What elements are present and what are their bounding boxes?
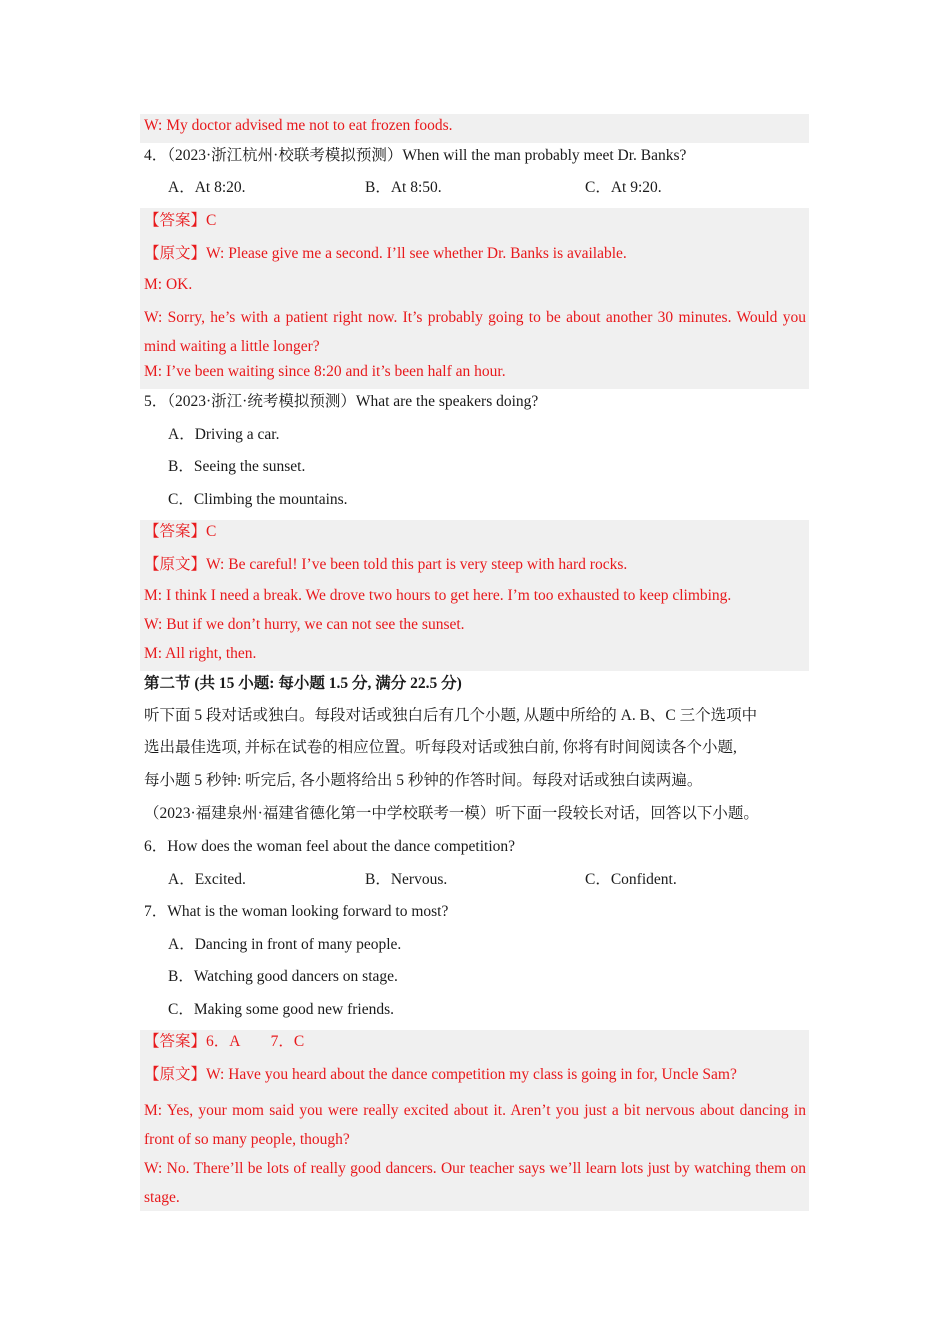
section-heading: 第二节 (共 15 小题: 每小题 1.5 分, 满分 22.5 分): [144, 675, 462, 692]
transcript-line: 【原文】W: Please give me a second. I’ll see whether Dr. Banks is available.: [144, 245, 627, 262]
question-5: 5．（2023·浙江·统考模拟预测）What are the speakers doing?: [144, 393, 539, 410]
q6-option-c: C．Confident.: [585, 871, 677, 888]
source-line: （2023·福建泉州·福建省德化第一中学校联考一模）听下面一段较长对话，回答以下小题。: [144, 805, 759, 822]
instruction-line: 选出最佳选项, 并标在试卷的相应位置。听每段对话或独白前, 你将有时间阅读各个小题,: [144, 739, 737, 756]
q6-option-a: A．Excited.: [168, 871, 246, 888]
instruction-line: 听下面 5 段对话或独白。每段对话或独白后有几个小题, 从题中所给的 A. B、C 三个选项中: [144, 707, 758, 724]
question-7: 7．What is the woman looking forward to most?: [144, 903, 449, 920]
q6-option-b: B．Nervous.: [365, 871, 448, 888]
transcript-line: M: OK.: [144, 276, 193, 293]
instruction-line: 每小题 5 秒钟: 听完后, 各小题将给出 5 秒钟的作答时间。每段对话或独白读两遍。: [144, 772, 703, 789]
q7-option-c: C．Making some good new friends.: [168, 1001, 395, 1018]
transcript-line: W: No. There’ll be lots of really good dancers. Our teacher says we’ll learn lots just by watching them on stage.: [144, 1160, 806, 1206]
transcript-line: 【原文】W: Have you heard about the dance competition my class is going in for, Uncle Sam?: [144, 1066, 737, 1083]
q4-option-a: A．At 8:20.: [168, 179, 246, 196]
q5-option-b: B．Seeing the sunset.: [168, 458, 306, 475]
transcript-line: M: I’ve been waiting since 8:20 and it’s been half an hour.: [144, 363, 506, 380]
answer-label: 【答案】6．A 7．C: [144, 1033, 305, 1050]
transcript-line: W: My doctor advised me not to eat frozen foods.: [144, 117, 453, 134]
answer-label: 【答案】C: [144, 523, 217, 540]
transcript-line: 【原文】W: Be careful! I’ve been told this part is very steep with hard rocks.: [144, 556, 628, 573]
q5-option-a: A．Driving a car.: [168, 426, 280, 443]
answer-label: 【答案】C: [144, 212, 217, 229]
transcript-line: W: But if we don’t hurry, we can not see the sunset.: [144, 616, 465, 633]
q7-option-b: B．Watching good dancers on stage.: [168, 968, 398, 985]
q4-option-b: B．At 8:50.: [365, 179, 442, 196]
question-6: 6．How does the woman feel about the dance competition?: [144, 838, 516, 855]
question-4: 4．（2023·浙江杭州·校联考模拟预测）When will the man probably meet Dr. Banks?: [144, 147, 687, 164]
transcript-line: M: I think I need a break. We drove two hours to get here. I’m too exhausted to keep climbing.: [144, 587, 732, 604]
q5-option-c: C．Climbing the mountains.: [168, 491, 348, 508]
q7-option-a: A．Dancing in front of many people.: [168, 936, 402, 953]
q4-option-c: C．At 9:20.: [585, 179, 662, 196]
transcript-line: W: Sorry, he’s with a patient right now. It’s probably going to be about another 30 minutes. Would you mind waiting a little longer?: [144, 309, 806, 355]
transcript-line: M: All right, then.: [144, 645, 257, 662]
transcript-line: M: Yes, your mom said you were really excited about it. Aren’t you just a bit nervous about dancing in front of so many people, though?: [144, 1102, 806, 1148]
